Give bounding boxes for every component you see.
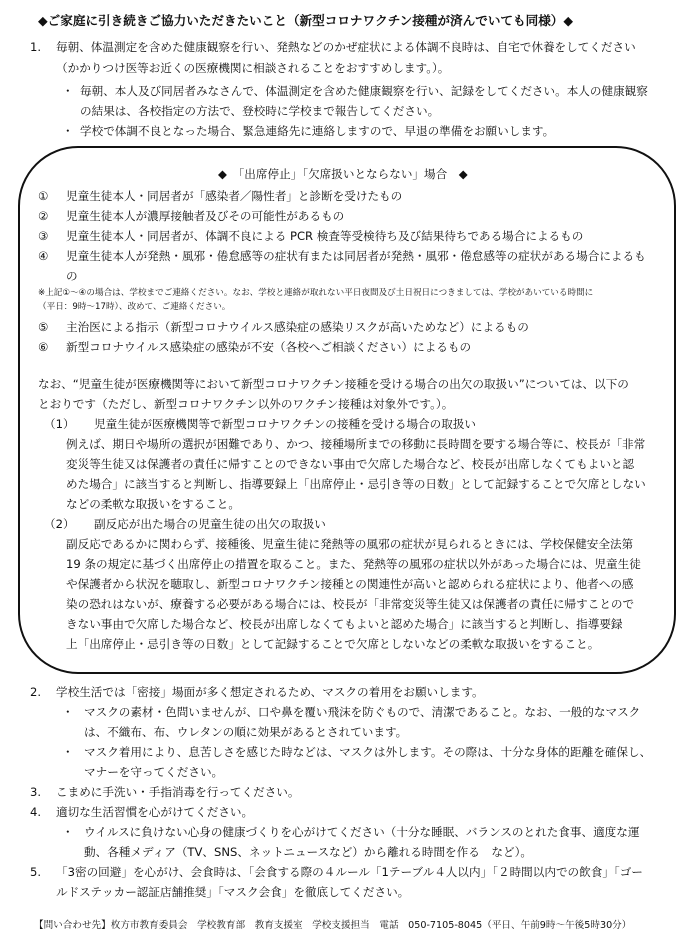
note-text: ※上記①～④の場合は、学校までご連絡ください。なお、学校と連絡が取れない平日夜間及び土日祝日につきましては、学校があいている時間に xyxy=(38,288,594,298)
box-intro: とおりです（ただし、新型コロナワクチン以外のワクチン接種は対象外です。）。 xyxy=(38,397,454,411)
bullet-text: 毎朝、本人及び同居者みなさんで、体温測定を含めた健康観察を行い、記録をしてください。本人の健康観察 xyxy=(80,84,648,98)
item-mark: ① xyxy=(38,189,49,203)
bullet-text: マスク着用により、息苦しさを感じた時などは、マスクは外します。その際は、十分な身体的距離を確保し、 xyxy=(84,745,652,759)
contact-footer: 【問い合わせ先】枚方市教育委員会 学校教育部 教育支援室 学校支援担当 電話 050-7105-8045（平日、午前9時～午後5時30分） xyxy=(34,920,632,931)
sub-text: 副反応であるかに関わらず、接種後、児童生徒に発熱等の風邪の症状が見られるときには、学校保健安全法第 xyxy=(66,537,634,551)
item-text: 児童生徒本人・同居者が「感染者／陽性者」と診断を受けたもの xyxy=(66,189,403,203)
sub-text: や保護者から状況を聴取し、新型コロナワクチン接種との関連性が高いと認められる症状により、他者への感 xyxy=(66,577,634,591)
sub-mark: （2） xyxy=(44,517,75,531)
bullet-text: マスクの素材・色問いませんが、口や鼻を覆い飛沫を防ぐもので、清潔であること。なお、一般的なマスク xyxy=(84,705,641,719)
note-text: （平日：9時～17時）、改めて、ご連絡ください。 xyxy=(38,302,231,312)
sub-text: などの柔軟な取扱いをすること。 xyxy=(66,497,240,511)
section-5-number: 5. xyxy=(30,865,42,879)
item-mark: ⑤ xyxy=(38,320,49,334)
sub-text: きない事由で欠席した場合など、校長が出席しなくてもよいと認めた場合」に該当すると判断し、指導要録 xyxy=(66,617,623,631)
section-1-text-2: （かかりつけ医等お近くの医療機関に相談されることをおすすめします。）。 xyxy=(56,61,450,75)
bullet-mark: ・ xyxy=(62,124,74,138)
section-2-number: 2. xyxy=(30,685,42,699)
bullet-text: 学校で体調不良となった場合、緊急連絡先に連絡しますので、早退の準備をお願いします。 xyxy=(80,124,555,138)
sub-text: 上「出席停止・忌引き等の日数」として記録することで欠席としないなどの柔軟な取扱いをすること。 xyxy=(66,637,600,651)
item-mark: ③ xyxy=(38,229,49,243)
sub-title: 副反応が出た場合の児童生徒の出欠の取扱い xyxy=(94,517,326,531)
box-heading: ◆ 「出席停止」「欠席扱いとならない」場合 ◆ xyxy=(218,167,468,181)
item-mark: ⑥ xyxy=(38,340,49,354)
bullet-text: の結果は、各校指定の方法で、登校時に学校まで報告してください。 xyxy=(80,104,440,118)
section-4-number: 4. xyxy=(30,805,42,819)
item-text: 主治医による指示（新型コロナウイルス感染症の感染リスクが高いためなど）によるもの xyxy=(66,320,529,334)
section-1-text: 毎朝、体温測定を含めた健康観察を行い、発熱などのかぜ症状による体調不良時は、自宅で休養をしてください xyxy=(56,40,636,54)
item-text: 児童生徒本人が濃厚接触者及びその可能性があるもの xyxy=(66,209,345,223)
bullet-text: マナーを守ってください。 xyxy=(84,765,224,779)
bullet-text: 動、各種メディア（TV、SNS、ネットニュースなど）から離れる時間を作る など）。 xyxy=(84,845,533,859)
sub-mark: （1） xyxy=(44,417,75,431)
section-3-number: 3. xyxy=(30,785,42,799)
section-4-text: 適切な生活習慣を心がけてください。 xyxy=(56,805,254,819)
item-text: 児童生徒本人が発熱・風邪・倦怠感等の症状有または同居者が発熱・風邪・倦怠感等の症状がある場合によるも xyxy=(66,249,646,263)
bullet-mark: ・ xyxy=(62,825,74,839)
bullet-mark: ・ xyxy=(62,745,74,759)
sub-text: めた場合」に該当すると判断し、指導要録上「出席停止・忌引き等の日数」として記録することで欠席としない xyxy=(66,477,646,491)
sub-text: 変災等生徒又は保護者の責任に帰すことのできない事由で欠席した場合など、校長が出席しなくてもよいと認 xyxy=(66,457,635,471)
sub-text: 19 条の規定に基づく出席停止の措置を取ること。また、発熱等の風邪の症状以外があった場合には、児童生徒 xyxy=(66,557,641,571)
section-1-number: 1. xyxy=(30,40,42,54)
bullet-mark: ・ xyxy=(62,705,74,719)
item-mark: ④ xyxy=(38,249,49,263)
section-5-text-2: ルドステッカー認証店舗推奨」「マスク会食」を徹底してください。 xyxy=(56,885,410,899)
item-text: 児童生徒本人・同居者が、体調不良による PCR 検査等受検待ち及び結果待ちである場合によるもの xyxy=(66,229,584,243)
box-intro: なお、“児童生徒が医療機関等において新型コロナワクチン接種を受ける場合の出欠の取扱い”については、以下の xyxy=(38,377,629,391)
bullet-mark: ・ xyxy=(62,84,74,98)
section-5-text: 「3密の回避」を心がけ、会食時は、「会食する際の４ルール「1テーブル４人以内」「２時間以内での飲食」「ゴー xyxy=(56,865,643,879)
bullet-text: は、不織布、布、ウレタンの順に効果があるとされています。 xyxy=(84,725,408,739)
section-2-text: 学校生活では「密接」場面が多く想定されるため、マスクの着用をお願いします。 xyxy=(56,685,484,699)
bullet-text: ウイルスに負けない心身の健康づくりを心がけてください（十分な睡眠、バランスのとれた食事、適度な運 xyxy=(84,825,640,839)
sub-text: 例えば、期日や場所の選択が困難であり、かつ、接種場所までの移動に長時間を要する場合等に、校長が「非常 xyxy=(66,437,646,451)
item-mark: ② xyxy=(38,209,49,223)
sub-title: 児童生徒が医療機関等で新型コロナワクチンの接種を受ける場合の取扱い xyxy=(94,417,477,431)
sub-text: 染の恐れはないが、療養する必要がある場合には、校長が「非常変災等生徒又は保護者の責任に帰すことので xyxy=(66,597,635,611)
page-title: ◆ご家庭に引き続きご協力いただきたいこと（新型コロナワクチン接種が済んでいても同様）◆ xyxy=(38,13,574,28)
section-3-text: こまめに手洗い・手指消毒を行ってください。 xyxy=(56,785,300,799)
item-text: 新型コロナウイルス感染症の感染が不安（各校へご相談ください）によるもの xyxy=(66,340,472,354)
item-text: の xyxy=(66,269,78,283)
